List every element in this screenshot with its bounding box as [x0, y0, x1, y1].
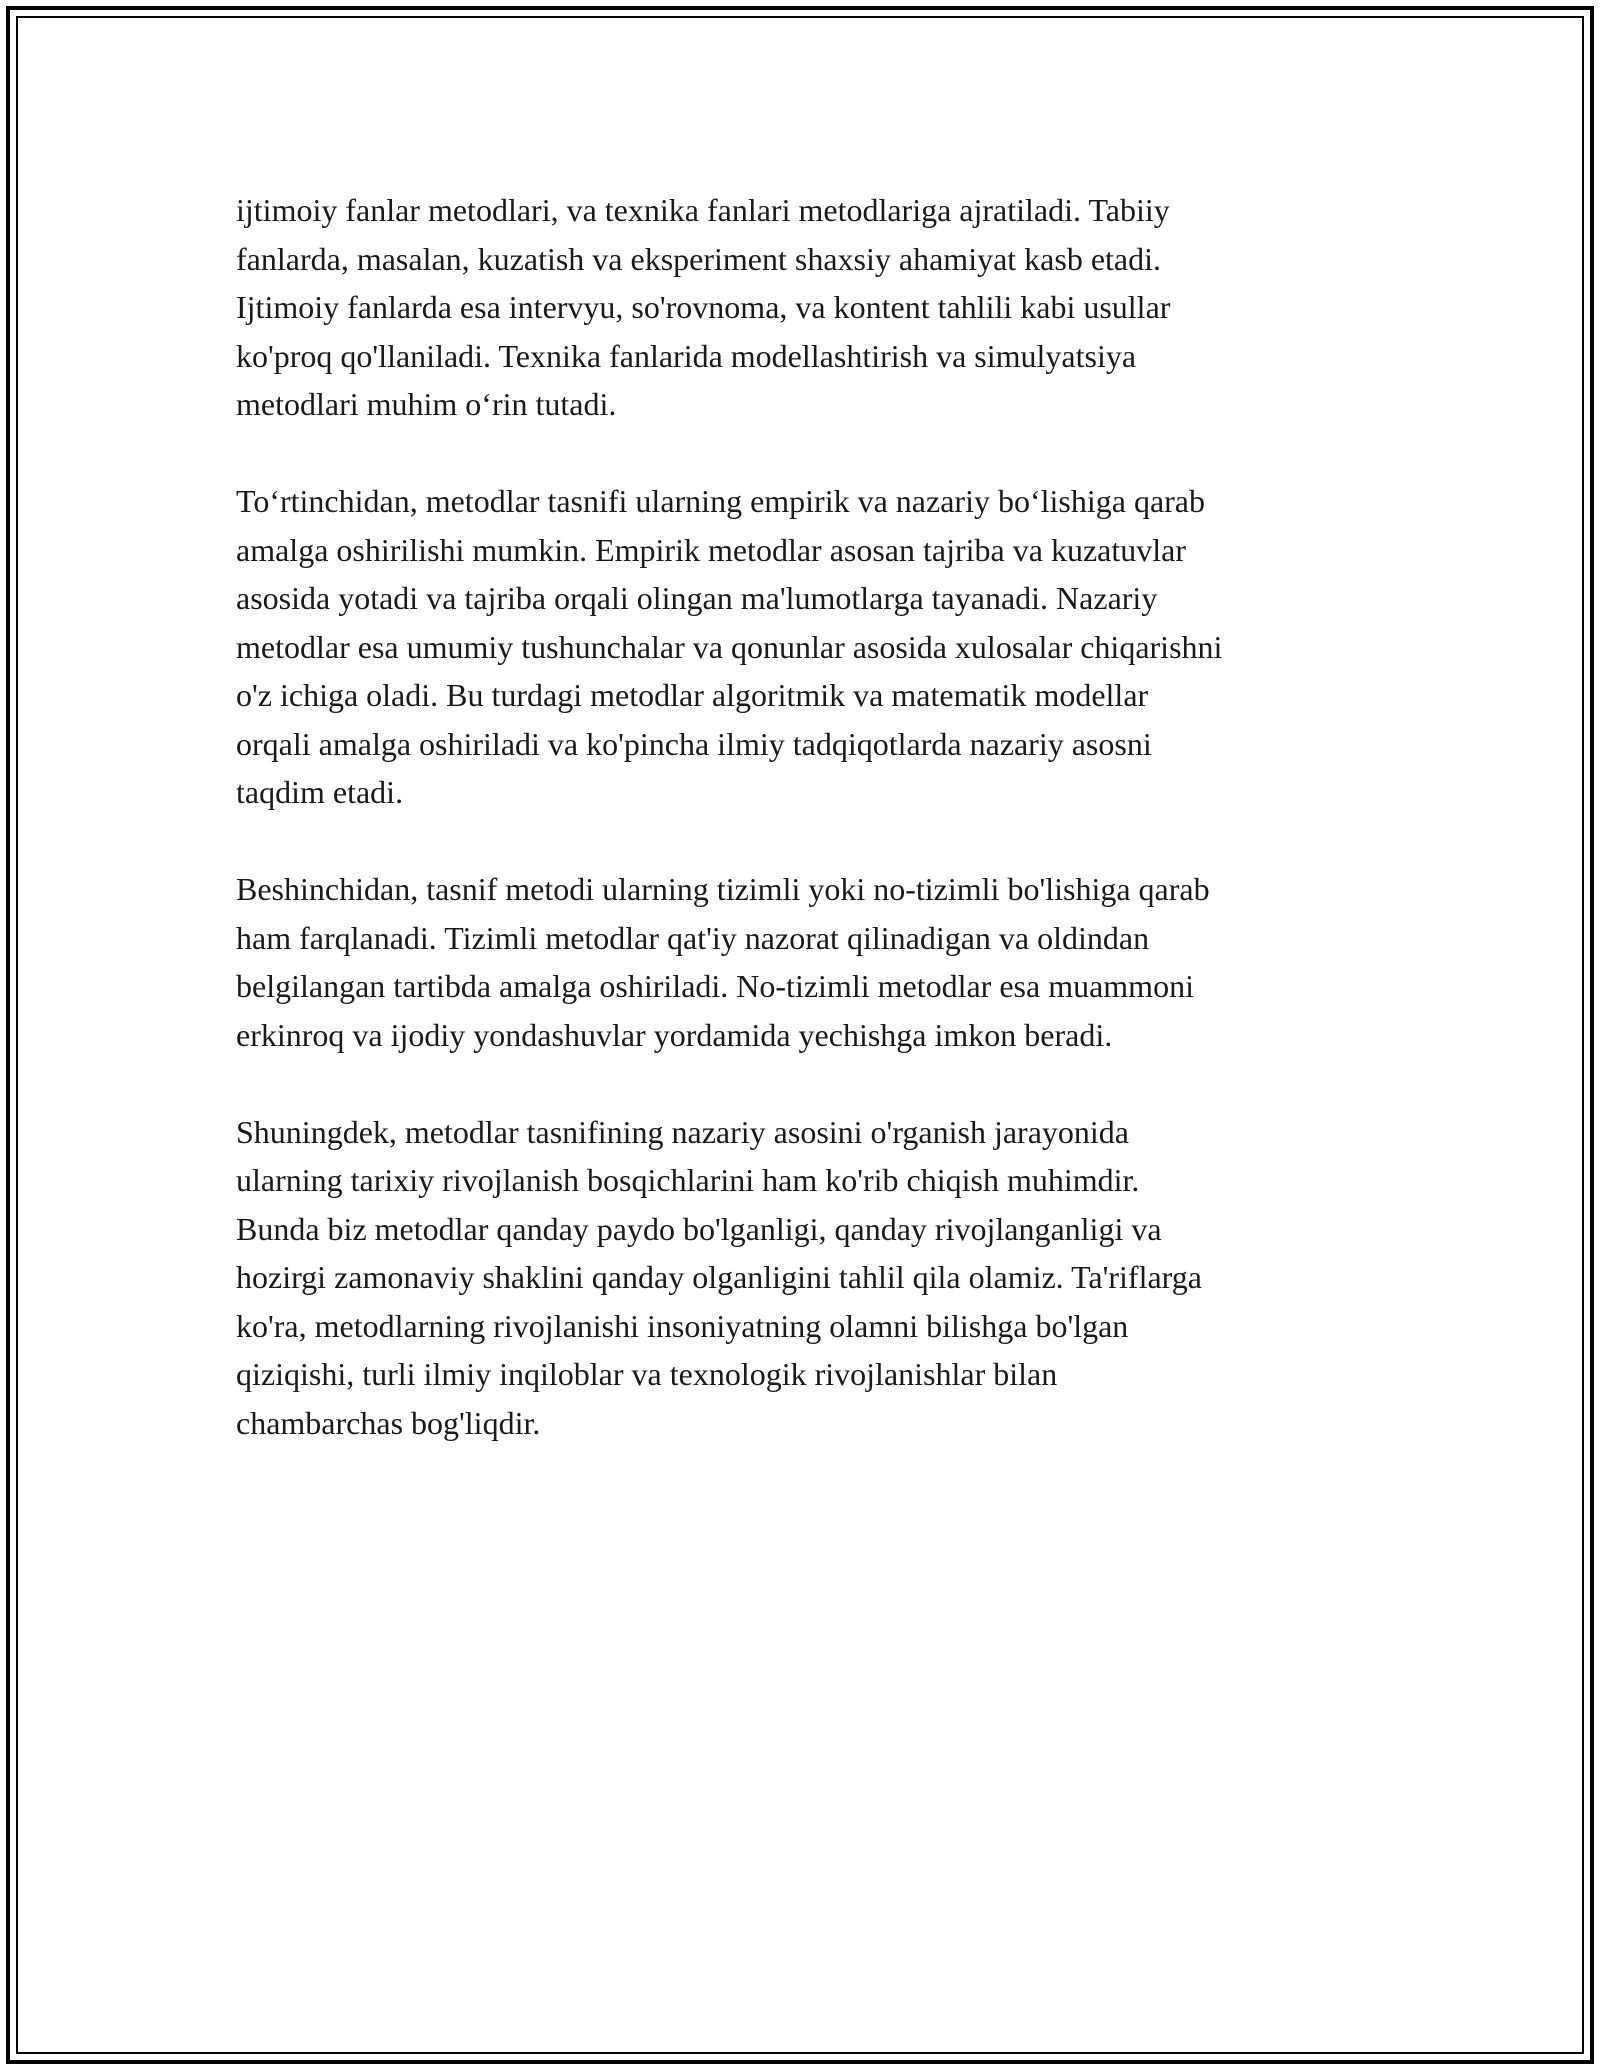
paragraph-1: ijtimoiy fanlar metodlari, va texnika fanlari metodlariga ajratiladi. Tabiiy fanlarda, masalan, kuzatish va eksperiment shaxsiy ahamiyat kasb etadi. Ijtimoiy fanlarda esa intervyu, so'rovnoma, va kontent tahlili kabi usullar ko'proq qo'llaniladi. Texnika fanlarida modellashtirish va simulyatsiya metodlari muhim oʻrin tutadi.	[236, 192, 1171, 422]
document-body	[236, 186, 1386, 1496]
paragraph-4: Shuningdek, metodlar tasnifining nazariy asosini o'rganish jarayonida ularning tarixiy rivojlanish bosqichlarini ham ko'rib chiqish muhimdir. Bunda biz metodlar qanday paydo bo'lganligi, qanday rivojlanganligi va hozirgi zamonaviy shaklini qanday olganligini tahlil qila olamiz. Ta'riflarga ko'ra, metodlarning rivojlanishi insoniyatning olamni bilishga bo'lgan qiziqishi, turli ilmiy inqiloblar va texnologik rivojlanishlar bilan chambarchas bog'liqdir.	[236, 1113, 1202, 1441]
paragraph-3: Beshinchidan, tasnif metodi ularning tizimli yoki no-tizimli bo'lishiga qarab ham farqlanadi. Tizimli metodlar qat'iy nazorat qilinadigan va oldindan belgilangan tartibda amalga oshiriladi. No-tizimli metodlar esa muammoni erkinroq va ijodiy yondashuvlar yordamida yechishga imkon beradi.	[236, 871, 1210, 1053]
paragraph-2: Toʻrtinchidan, metodlar tasnifi ularning empirik va nazariy boʻlishiga qarab amalga oshirilishi mumkin. Empirik metodlar asosan tajriba va kuzatuvlar asosida yotadi va tajriba orqali olingan ma'lumotlarga tayanadi. Nazariy metodlar esa umumiy tushunchalar va qonunlar asosida xulosalar chiqarishni o'z ichiga oladi. Bu turdagi metodlar algoritmik va matematik modellar orqali amalga oshiriladi va ko'pincha ilmiy tadqiqotlarda nazariy asosni taqdim etadi.	[236, 483, 1223, 810]
